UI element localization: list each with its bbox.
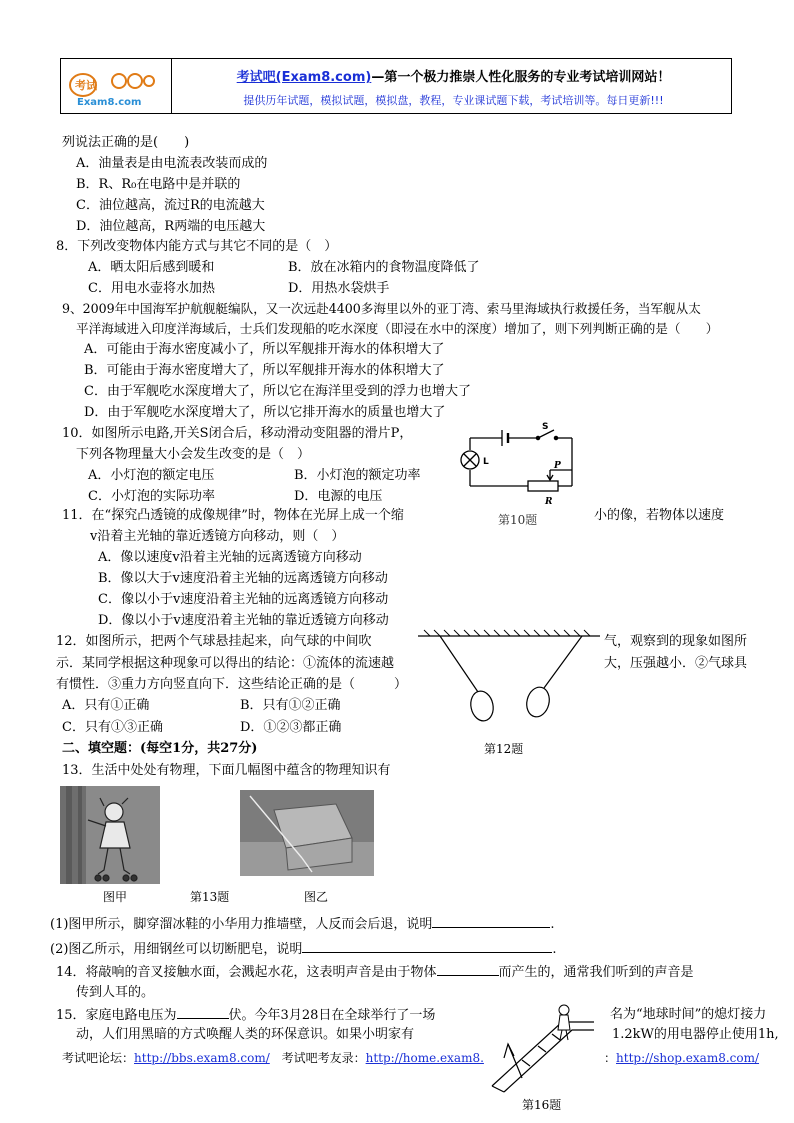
q12-option-a: A．只有①正确	[62, 698, 150, 713]
q12-stem-line2-left: 示．某同学根据这种现象可以得出的结论：①流体的流速越	[56, 656, 395, 671]
q14-stem-line2: 传到人耳的。	[76, 985, 155, 1000]
q13-sub2: (2)图乙所示，用细钢丝可以切断肥皂，说明 .	[50, 942, 557, 957]
q12-option-d: D．①②③都正确	[240, 720, 342, 735]
footer-shop-link[interactable]: http://shop.exam8.com/	[616, 1051, 760, 1065]
q16-escalator-figure	[482, 1000, 600, 1094]
site-link[interactable]: 考试吧(Exam8.com)	[236, 70, 372, 85]
q12-stem-line1-left: 12．如图所示，把两个气球悬挂起来，向气球的中间吹	[56, 634, 372, 649]
q11-option-d: D．像以小于v速度沿着主光轴的靠近透镜方向移动	[98, 613, 389, 628]
q12-caption: 第12题	[484, 742, 524, 756]
q14-blank[interactable]	[437, 963, 499, 976]
q15-stem-line1-left: 15．家庭电路电压为 伏。今年3月28日在全球举行了一场	[56, 1008, 436, 1023]
q7-option-a: A．油量表是由电流表改装而成的	[76, 156, 268, 171]
exam8-logo	[67, 65, 167, 109]
footer-links: 考试吧论坛：http://bbs.exam8.com/ 考试吧考友录：http://home.exam8.	[62, 1051, 484, 1065]
q13-sub1: (1)图甲所示，脚穿溜冰鞋的小华用力推墙壁，人反而会后退，说明 .	[50, 917, 555, 932]
q13-sub1-blank[interactable]	[432, 915, 550, 928]
q11-option-c: C．像以小于v速度沿着主光轴的远离透镜方向移动	[98, 592, 389, 607]
q10-option-b: B．小灯泡的额定功率	[294, 468, 421, 483]
header-divider	[171, 59, 172, 113]
footer-shop: ：http://shop.exam8.com/	[604, 1051, 760, 1065]
q11-stem-line2: v沿着主光轴的靠近透镜方向移动，则（ ）	[90, 529, 345, 544]
q10-caption: 第10题	[498, 513, 538, 527]
svg-text:考试: 考试	[75, 79, 97, 92]
q12-option-b: B．只有①②正确	[240, 698, 341, 713]
q14-stem-line1: 14．将敲响的音叉接触水面，会溅起水花，这表明声音是由于物体 而产生的，通常我们听到的声音是	[56, 965, 694, 980]
section-2-title: 二、填空题：(每空1分，共27分)	[62, 741, 258, 756]
header-subtitle: 提供历年试题，模拟试题，模拟盘，教程，专业课试题下载，考试培训等。每日更新!!!	[243, 94, 664, 107]
q13-caption-b: 图乙	[304, 890, 329, 904]
q9-stem-line1: 9、2009年中国海军护航舰艇编队，又一次远赴4400多海里以外的亚丁湾、索马里海域执行救援任务，当军舰从太	[62, 301, 701, 316]
q12-stem-line1-right: 气，观察到的现象如图所	[604, 634, 748, 649]
footer-forum-link[interactable]: http://bbs.exam8.com/	[134, 1051, 270, 1065]
q8-stem: 8．下列改变物体内能方式与其它不同的是（ ）	[56, 239, 338, 254]
q9-stem-line2: 平洋海域进入印度洋海域后，士兵们发现船的吃水深度（即浸在水中的深度）增加了，则下列判断正确的是（ ）	[76, 321, 719, 336]
q15-blank[interactable]	[177, 1006, 229, 1019]
footer-friends-link[interactable]: http://home.exam8.	[365, 1051, 484, 1065]
q12-option-c: C．只有①③正确	[62, 720, 163, 735]
q10-circuit-diagram	[450, 420, 590, 512]
q9-option-d: D．由于军舰吃水深度增大了，所以它排开海水的质量也增大了	[84, 405, 446, 420]
q8-option-a: A．晒太阳后感到暖和	[88, 260, 215, 275]
q15-stem-line1-right: 名为“地球时间”的熄灯接力	[610, 1007, 767, 1022]
q13-sub2-blank[interactable]	[302, 940, 552, 953]
page-header	[60, 58, 732, 114]
q11-option-b: B．像以大于v速度沿着主光轴的远离透镜方向移动	[98, 571, 388, 586]
q13-caption: 第13题	[190, 890, 230, 904]
q16-caption: 第16题	[522, 1098, 562, 1112]
q8-option-b: B．放在冰箱内的食物温度降低了	[288, 260, 480, 275]
q13-stem: 13．生活中处处有物理，下面几幅图中蕴含的物理知识有	[62, 763, 391, 778]
q7-option-c: C．油位越高，流过R的电流越大	[76, 198, 265, 213]
label-l: L	[483, 457, 489, 467]
q13-figure-a-photo	[60, 786, 160, 884]
q10-option-c: C．小灯泡的实际功率	[88, 489, 215, 504]
label-r: R	[545, 497, 553, 507]
q7-option-d: D．油位越高，R两端的电压越大	[76, 219, 266, 234]
q10-stem-line2: 下列各物理量大小会发生改变的是（ ）	[76, 447, 311, 462]
label-p: P	[554, 461, 561, 471]
q12-stem-line3: 有惯性．③重力方向竖直向下．这些结论正确的是（ ）	[56, 677, 408, 692]
q13-caption-a: 图甲	[103, 890, 128, 904]
q7-option-b: B．R、R₀在电路中是并联的	[76, 177, 241, 192]
q9-option-a: A．可能由于海水密度减小了，所以军舰排开海水的体积增大了	[84, 342, 445, 357]
q10-stem-line1: 10．如图所示电路,开关S闭合后，移动滑动变阻器的滑片P，	[62, 426, 413, 441]
q15-stem-line2-right: 1.2kW的用电器停止使用1h,	[612, 1027, 779, 1042]
q11-stem-line1-left: 11．在“探究凸透镜的成像规律”时，物体在光屏上成一个缩	[62, 508, 404, 523]
q10-option-a: A．小灯泡的额定电压	[88, 468, 215, 483]
q11-stem-line1-right: 小的像，若物体以速度	[594, 508, 725, 523]
svg-text:Exam8.com: Exam8.com	[77, 97, 142, 108]
q12-stem-line2-right: 大，压强越小．②气球具	[604, 656, 748, 671]
q8-option-c: C．用电水壶将水加热	[88, 281, 215, 296]
q11-option-a: A．像以速度v沿着主光轴的远离透镜方向移动	[98, 550, 362, 565]
q7-stem: 列说法正确的是( )	[62, 135, 190, 150]
q13-figure-b-photo	[240, 790, 374, 876]
q9-option-c: C．由于军舰吃水深度增大了，所以它在海洋里受到的浮力也增大了	[84, 384, 471, 399]
q15-stem-line2-left: 动，人们用黑暗的方式唤醒人类的环保意识。如果小明家有	[76, 1027, 415, 1042]
q8-option-d: D．用热水袋烘手	[288, 281, 390, 296]
header-title: 考试吧(Exam8.com)—第一个极力推崇人性化服务的专业考试培训网站！	[236, 70, 671, 85]
q9-option-b: B．可能由于海水密度增大了，所以军舰排开海水的体积增大了	[84, 363, 445, 378]
q12-balloon-diagram	[414, 626, 604, 726]
label-s: S	[542, 422, 549, 432]
q10-option-d: D．电源的电压	[294, 489, 383, 504]
